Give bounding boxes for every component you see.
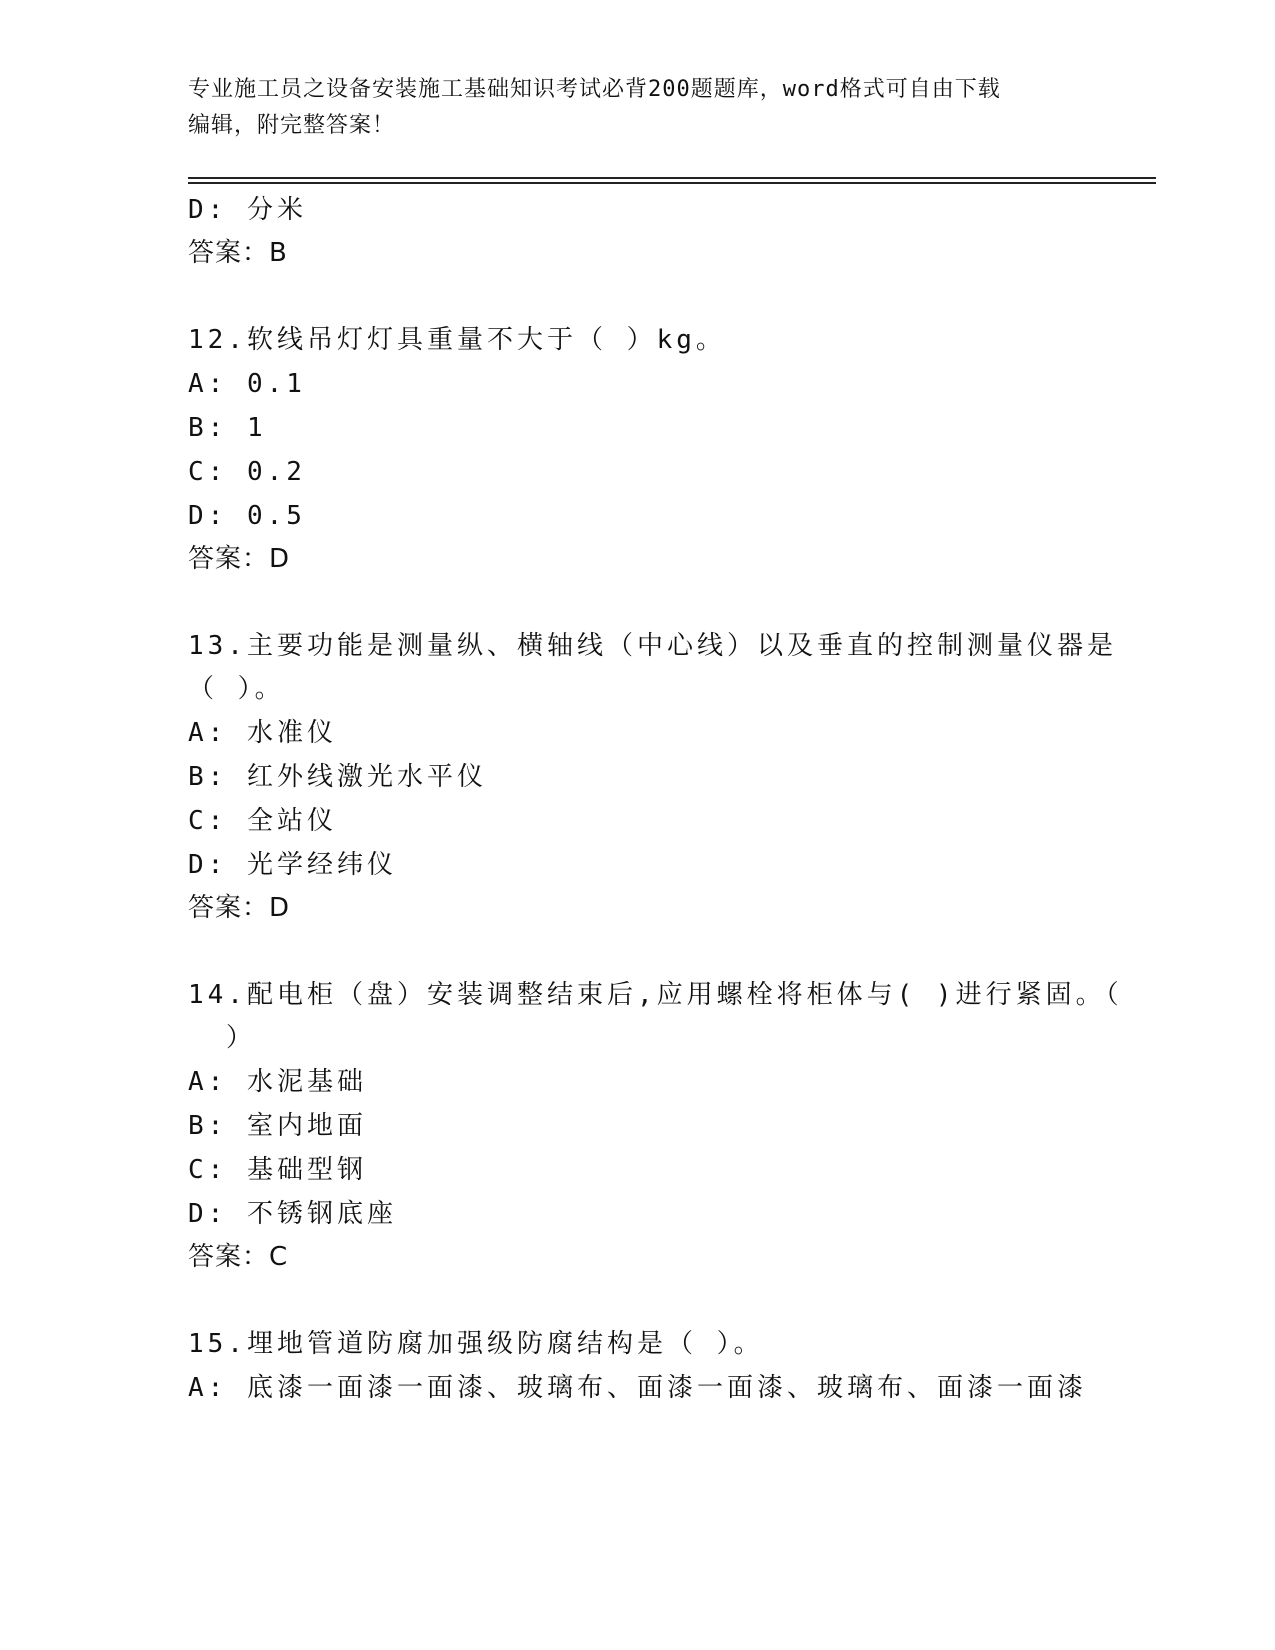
q14-stem-line2: ） — [226, 1023, 257, 1053]
q12-option-b: B: 1 — [188, 413, 267, 443]
header-divider-bottom — [188, 182, 1156, 184]
q12-option-c: C: 0.2 — [188, 457, 306, 487]
q12-stem: 12.软线吊灯灯具重量不大于（ ）kg。 — [188, 325, 726, 355]
q14-option-d: D: 不锈钢底座 — [188, 1199, 397, 1229]
q13-option-d: D: 光学经纬仪 — [188, 850, 397, 880]
q11-option-d: D: 分米 — [188, 195, 307, 225]
q14-stem-line1: 14.配电柜（盘）安装调整结束后,应用螺栓将柜体与( )进行紧固。（ — [188, 980, 1123, 1010]
q13-answer: 答案：D — [188, 893, 291, 923]
q13-option-b: B: 红外线激光水平仪 — [188, 762, 487, 792]
q14-answer: 答案：C — [188, 1242, 289, 1272]
q15-option-a: A: 底漆一面漆一面漆、玻璃布、面漆一面漆、玻璃布、面漆一面漆 — [188, 1373, 1087, 1403]
q14-option-a: A: 水泥基础 — [188, 1067, 367, 1097]
q13-stem-line1: 13.主要功能是测量纵、横轴线（中心线）以及垂直的控制测量仪器是 — [188, 631, 1117, 661]
q13-option-a: A: 水准仪 — [188, 718, 337, 748]
q13-option-c: C: 全站仪 — [188, 806, 337, 836]
q12-option-a: A: 0.1 — [188, 369, 306, 399]
document-header: 专业施工员之设备安装施工基础知识考试必背200题题库，word格式可自由下载 编辑，附完整答案！ — [188, 77, 1001, 138]
q13-stem-line2: （ ）。 — [188, 674, 285, 704]
q11-answer: 答案：B — [188, 238, 288, 268]
header-divider-top — [188, 177, 1156, 179]
q14-option-c: C: 基础型钢 — [188, 1155, 367, 1185]
q12-answer: 答案：D — [188, 544, 291, 574]
q14-option-b: B: 室内地面 — [188, 1111, 367, 1141]
q15-stem: 15.埋地管道防腐加强级防腐结构是（ ）。 — [188, 1329, 764, 1359]
q12-option-d: D: 0.5 — [188, 501, 306, 531]
